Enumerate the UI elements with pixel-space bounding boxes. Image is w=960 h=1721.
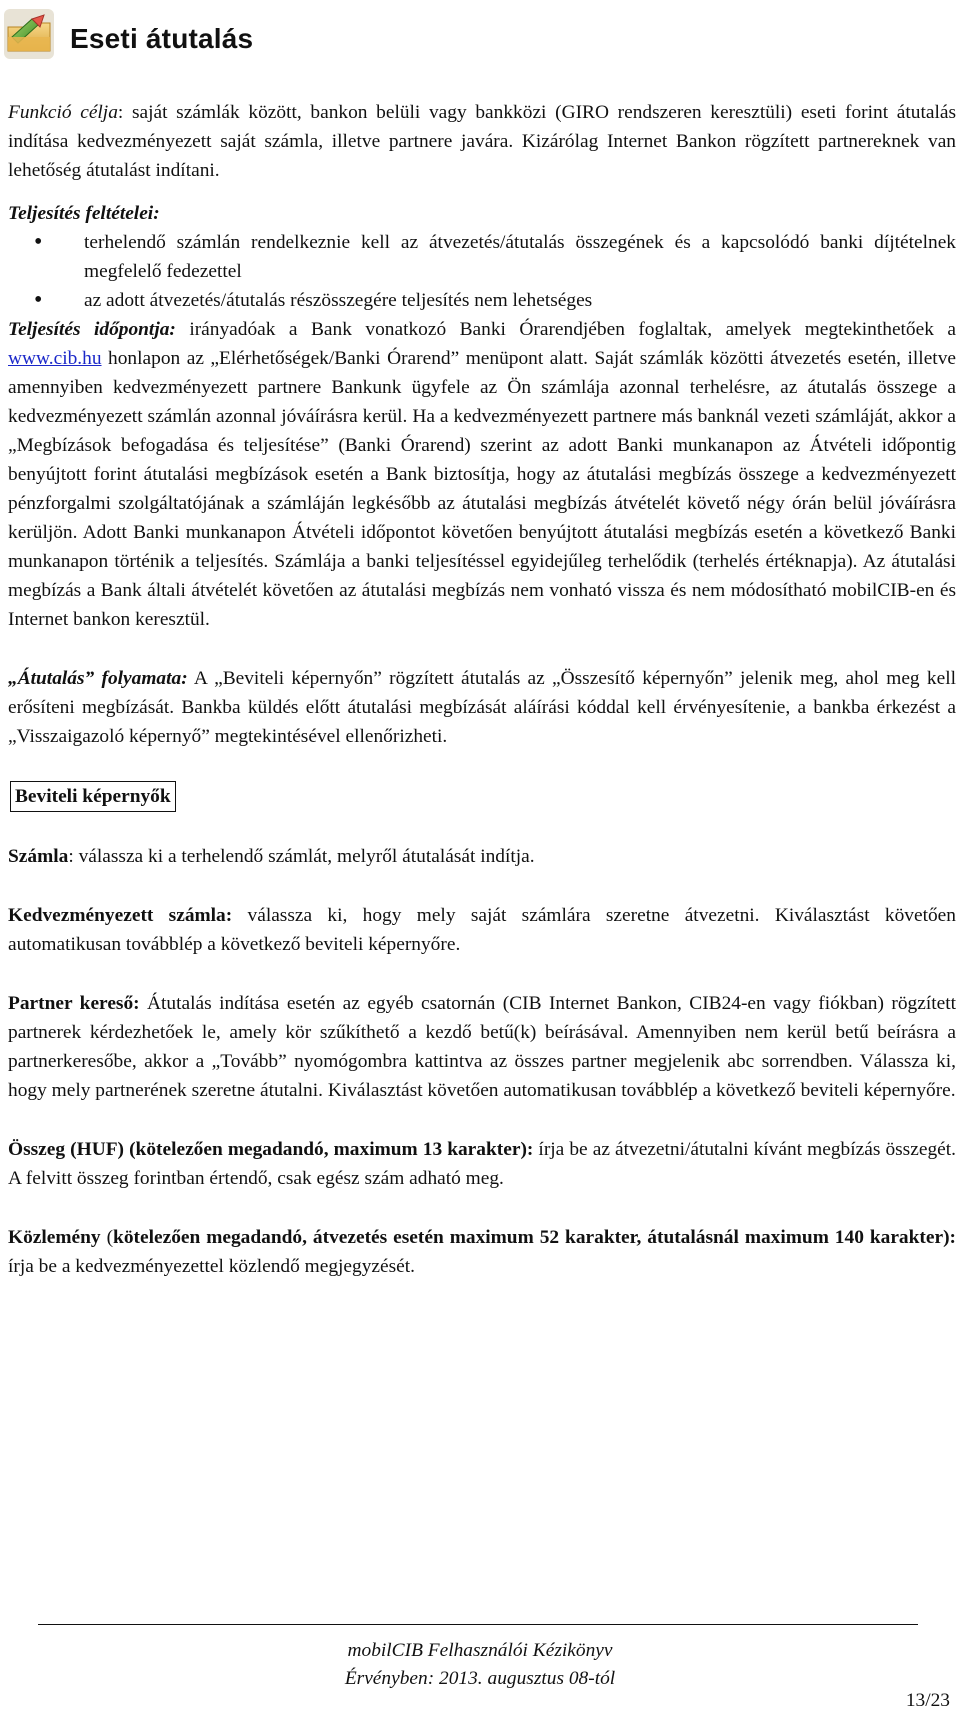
beneficiary-label: Kedvezményezett számla: [8, 905, 233, 926]
section-header [2, 6, 253, 62]
comment-paren: ( [100, 1227, 114, 1248]
document-body [8, 98, 956, 1281]
account-label: Számla [8, 846, 69, 867]
conditions-list [8, 228, 956, 315]
conditions-label: Teljesítés feltételei: [8, 203, 160, 224]
function-label: Funkció célja [8, 102, 118, 123]
footer-divider [38, 1624, 918, 1625]
timing-text-1: irányadóak a Bank vonatkozó Banki Órarendjében foglaltak, amelyek megtekinthetőek a [175, 319, 956, 340]
comment-label: Közlemény [8, 1227, 101, 1248]
amount-label: Összeg (HUF) (kötelezően megadandó, maximum 13 karakter): [8, 1139, 534, 1160]
page-title: Eseti átutalás [70, 23, 254, 54]
comment-constraints: kötelezően megadandó, átvezetés esetén maximum 52 karakter, átutalásnál maximum 140 karakter): [113, 1227, 956, 1248]
function-text: : saját számlák között, bankon belüli vagy bankközi (GIRO rendszeren keresztüli) eseti forint átutalás indítása kedvezményezett saját számla, illetve partnere javára. Kizárólag Internet Bankon rögzített partnereknek van lehetőség átutalást indítani. [8, 102, 957, 181]
list-item: • az adott átvezetés/átutalás részösszegére teljesítés nem lehetséges [8, 286, 956, 315]
beneficiary-paragraph [8, 901, 956, 959]
footer-manual-title: mobilCIB Felhasználói Kézikönyv [347, 1640, 613, 1661]
input-screens-heading [8, 781, 956, 812]
timing-text-2: honlapon az „Elérhetőségek/Banki Órarend” menüpont alatt. Saját számlák közötti átvezetés esetén, illetve amennyiben kedvezményezett partnere Bankunk ügyfele az Ön számlája azonnal terhelésre, az átutalás összege a kedvezményezett számlán azonnal jóváírásra kerül. Ha a kedvezményezett partnere más banknál vezeti számláját, akkor a „Megbízások befogadása és teljesítése” (Banki Órarend) szerint az adott Banki munkanapon az Átvételi időpontig benyújtott forint átutalási megbízások esetén a Bank biztosítja, hogy az átutalási megbízás összege a kedvezményezett pénzforgalmi szolgáltatójának a számláján legkésőbb az átutalási megbízás átvételét követő négy órán belül jóváírásra kerüljön. Adott Banki munkanapon Átvételi időpontot követően benyújtott átutalási megbízás esetén a következő Banki munkanapon történik a teljesítés. Számlája a banki teljesítéssel egyidejűleg terhelődik (terhelés értéknapja). Az átutalási megbízás a Bank általi átvételét követően az átutalási megbízás nem vonható vissza és nem módosítható mobilCIB-en és Internet bankon keresztül. [8, 348, 956, 630]
input-screens-title: Beviteli képernyők [10, 781, 176, 812]
partner-paragraph [8, 989, 956, 1105]
account-paragraph [8, 842, 956, 871]
process-text: A „Beviteli képernyőn” rögzített átutalás az „Összesítő képernyőn” jelenik meg, ahol meg kell erősíteni megbízását. Bankba küldés előtt átutalási megbízását aláírási kóddal kell érvényesítenie, a bankba érkezést a „Visszaigazoló képernyő” megtekintésével ellenőrizheti. [8, 668, 956, 747]
partner-text: Átutalás indítása esetén az egyéb csatornán (CIB Internet Bankon, CIB24-en vagy fiókban) rögzített partnerek kérdezhetőek le, amely kör szűkíthető a kezdő betű(k) beírásával. Amennyiben nem kerül betű beírásra a partnerkeresőbe, akkor a „Tovább” nyomógombra kattintva az összes partner megjelenik abc sorrendben. Válassza ki, hogy mely partnerének szeretne átutalni. Kiválasztást követően automatikusan továbblép a következő beviteli képernyőre. [8, 993, 956, 1101]
partner-label: Partner kereső: [8, 993, 140, 1014]
conditions-heading [8, 199, 956, 228]
account-text: : válassza ki a terhelendő számlát, melyről átutalását indítja. [68, 846, 535, 867]
function-paragraph [8, 98, 956, 185]
amount-paragraph [8, 1135, 956, 1193]
cib-website-link[interactable]: www.cib.hu [8, 348, 102, 369]
page-number: 13/23 [905, 1690, 950, 1711]
amount-text: írja be az átvezetni/átutalni kívánt megbízás összegét. A felvitt összeg forintban értendő, csak egész szám adható meg. [8, 1139, 956, 1189]
comment-text: írja be a kedvezményezettel közlendő megjegyzését. [8, 1256, 416, 1277]
list-item: • terhelendő számlán rendelkeznie kell az átvezetés/átutalás összegének és a kapcsolódó banki díjtételnek megfelelő fedezettel [8, 228, 956, 286]
footer-validity: Érvényben: 2013. augusztus 08-tól [344, 1668, 616, 1689]
timing-paragraph [8, 315, 956, 634]
timing-label: Teljesítés időpontja: [8, 319, 176, 340]
transfer-folder-icon [2, 7, 56, 61]
process-paragraph [8, 664, 956, 751]
comment-paragraph [8, 1223, 956, 1281]
beneficiary-text: válassza ki, hogy mely saját számlára szeretne átvezetni. Kiválasztást követően automatikusan továbblép a következő beviteli képernyőre. [8, 905, 956, 955]
process-label: „Átutalás” folyamata: [8, 668, 188, 689]
